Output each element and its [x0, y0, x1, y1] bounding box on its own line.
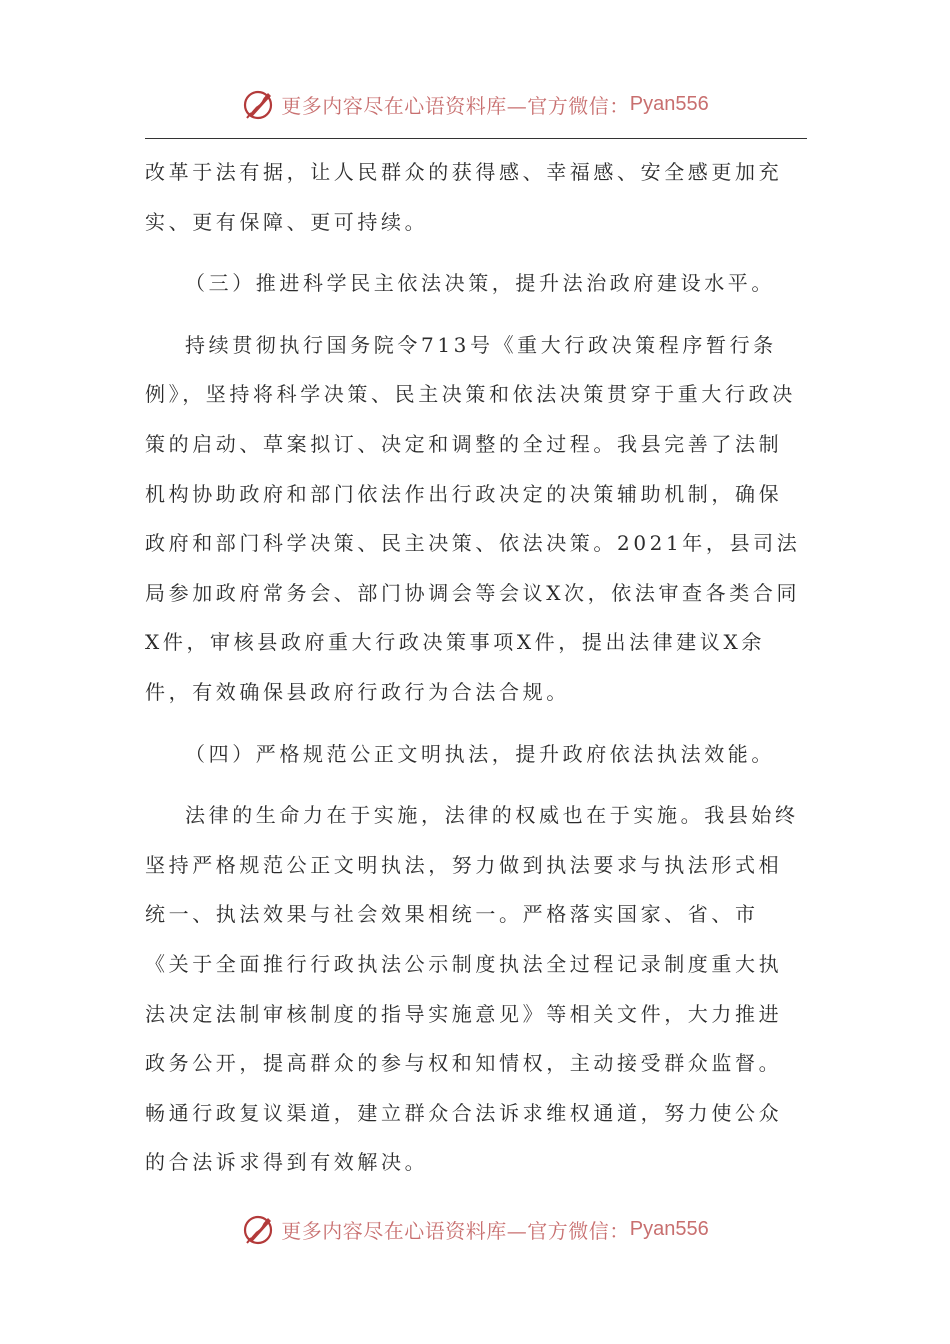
paragraph-decision-making: 持续贯彻执行国务院令713号《重大行政决策程序暂行条例》，坚持将科学决策、民主决策和依法决策贯穿于重大行政决策的启动、草案拟订、决定和调整的全过程。我县完善了法制机构协助政府和部门依法作出行政决定的决策辅助机制，确保政府和部门科学决策、民主决策、依法决策。2021年，县司法局参加政府常务会、部门协调会等会议X次，依法审查各类合同X件，审核县政府重大行政决策事项X件，提出法律建议X余件，有效确保县政府行政行为合法合规。: [145, 332, 801, 704]
footer-banner: [0, 1209, 950, 1249]
quill-pen-logo-icon: [241, 87, 277, 121]
paragraph-law-enforcement: 法律的生命力在于实施，法律的权威也在于实施。我县始终坚持严格规范公正文明执法，努力做到执法要求与执法形式相统一、执法效果与社会效果相统一。严格落实国家、省、市《关于全面推行行政执法公示制度执法全过程记录制度重大执法决定法制审核制度的指导实施意见》等相关文件，大力推进政务公开，提高群众的参与权和知情权，主动接受群众监督。畅通行政复议渠道，建立群众合法诉求维权通道，努力使公众的合法诉求得到有效解决。: [145, 803, 799, 1175]
header-divider: [145, 138, 807, 139]
paragraph-continuation: 改革于法有据，让人民群众的获得感、幸福感、安全感更加充实、更有保障、更可持续。: [145, 160, 783, 234]
footer-banner-text: 更多内容尽在心语资料库—官方微信：: [281, 1218, 630, 1243]
header-banner-text: 更多内容尽在心语资料库—官方微信：: [281, 93, 630, 118]
document-body: [145, 148, 805, 1188]
footer-wechat-id: Pyan556: [629, 1217, 709, 1240]
section-heading-4: （四）严格规范公正文明执法，提升政府依法执法效能。: [185, 741, 775, 766]
quill-pen-logo-icon: [241, 1212, 277, 1246]
section-heading-3: （三）推进科学民主依法决策，提升法治政府建设水平。: [185, 271, 775, 296]
header-banner: [0, 84, 950, 124]
header-wechat-id: Pyan556: [629, 92, 709, 115]
